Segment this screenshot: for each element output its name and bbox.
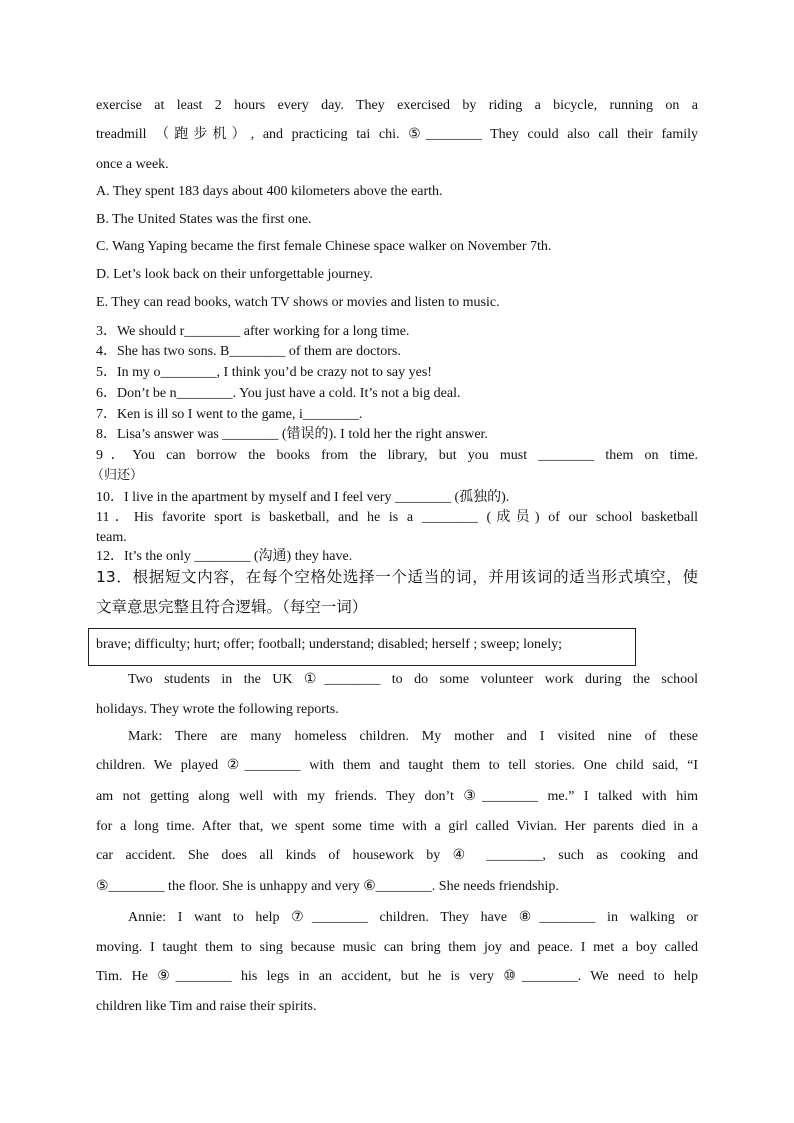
option-d: D. Let’s look back on their unforgettable journey. — [96, 267, 373, 282]
q13-passage-line: Annie: I want to help ⑦________ children. They have ⑧________ in walking or — [128, 910, 698, 925]
word-bank-box — [88, 628, 636, 666]
question-3: 3．We should r________ after working for a long time. — [96, 324, 410, 339]
q13-passage-line: Two students in the UK ①________ to do some volunteer work during the school — [128, 672, 698, 687]
question-11-cont: team. — [96, 530, 127, 545]
option-a: A. They spent 183 days about 400 kilometers above the earth. — [96, 184, 443, 199]
q13-passage-line: holidays. They wrote the following reports. — [96, 702, 339, 717]
q13-passage-line: moving. I taught them to sing because music can bring them joy and peace. I met a boy called — [96, 940, 698, 955]
question-9: 9．You can borrow the books from the library, but you must ________ them on time. — [96, 448, 698, 463]
word-bank: brave; difficulty; hurt; offer; football; understand; disabled; herself ; sweep; lonely; — [96, 637, 563, 652]
option-e: E. They can read books, watch TV shows or movies and listen to music. — [96, 295, 500, 310]
question-9-hint: （归还） — [91, 468, 144, 483]
passage-line: treadmill （跑步机）, and practicing tai chi. ⑤________ They could also call their family — [96, 127, 698, 142]
question-11: 11．His favorite sport is basketball, and he is a ________ (成员) of our school basketball — [96, 510, 698, 525]
q13-passage-line: Tim. He ⑨________ his legs in an accident, but he is very ⑩________. We need to help — [96, 969, 698, 984]
q13-passage-line: children like Tim and raise their spirits. — [96, 999, 317, 1014]
question-8: 8．Lisa’s answer was ________ (错误的). I told her the right answer. — [96, 427, 488, 442]
question-10: 10．I live in the apartment by myself and I feel very ________ (孤独的). — [96, 490, 510, 505]
question-4: 4．She has two sons. B________ of them are doctors. — [96, 344, 401, 359]
q13-passage-line: am not getting along well with my friends. They don’t ③________ me.” I talked with him — [96, 789, 698, 804]
passage-line: exercise at least 2 hours every day. They exercised by riding a bicycle, running on a — [96, 98, 698, 113]
q13-passage-line: Mark: There are many homeless children. My mother and I visited nine of these — [128, 729, 698, 744]
q13-instruction-line2: 文章意思完整且符合逻辑。（每空一词） — [96, 598, 368, 616]
question-5: 5．In my o________, I think you’d be crazy not to say yes! — [96, 365, 432, 380]
option-b: B. The United States was the first one. — [96, 212, 312, 227]
q13-passage-line: for a long time. After that, we spent some time with a girl called Vivian. Her parents died in a — [96, 819, 698, 834]
q13-instruction-line1: 13．根据短文内容，在每个空格处选择一个适当的词，并用该词的适当形式填空，使 — [96, 568, 698, 586]
question-12: 12．It’s the only ________ (沟通) they have. — [96, 549, 353, 564]
question-7: 7．Ken is ill so I went to the game, i________. — [96, 407, 363, 422]
q13-passage-line: children. We played ②________ with them and taught them to tell stories. One child said, “I — [96, 758, 698, 773]
q13-passage-line: car accident. She does all kinds of housework by ④ ________, such as cooking and — [96, 848, 698, 863]
question-6: 6．Don’t be n________. You just have a cold. It’s not a big deal. — [96, 386, 461, 401]
option-c: C. Wang Yaping became the first female Chinese space walker on November 7th. — [96, 239, 552, 254]
passage-line: once a week. — [96, 157, 169, 172]
q13-passage-line: ⑤________ the floor. She is unhappy and very ⑥________. She needs friendship. — [96, 879, 559, 894]
